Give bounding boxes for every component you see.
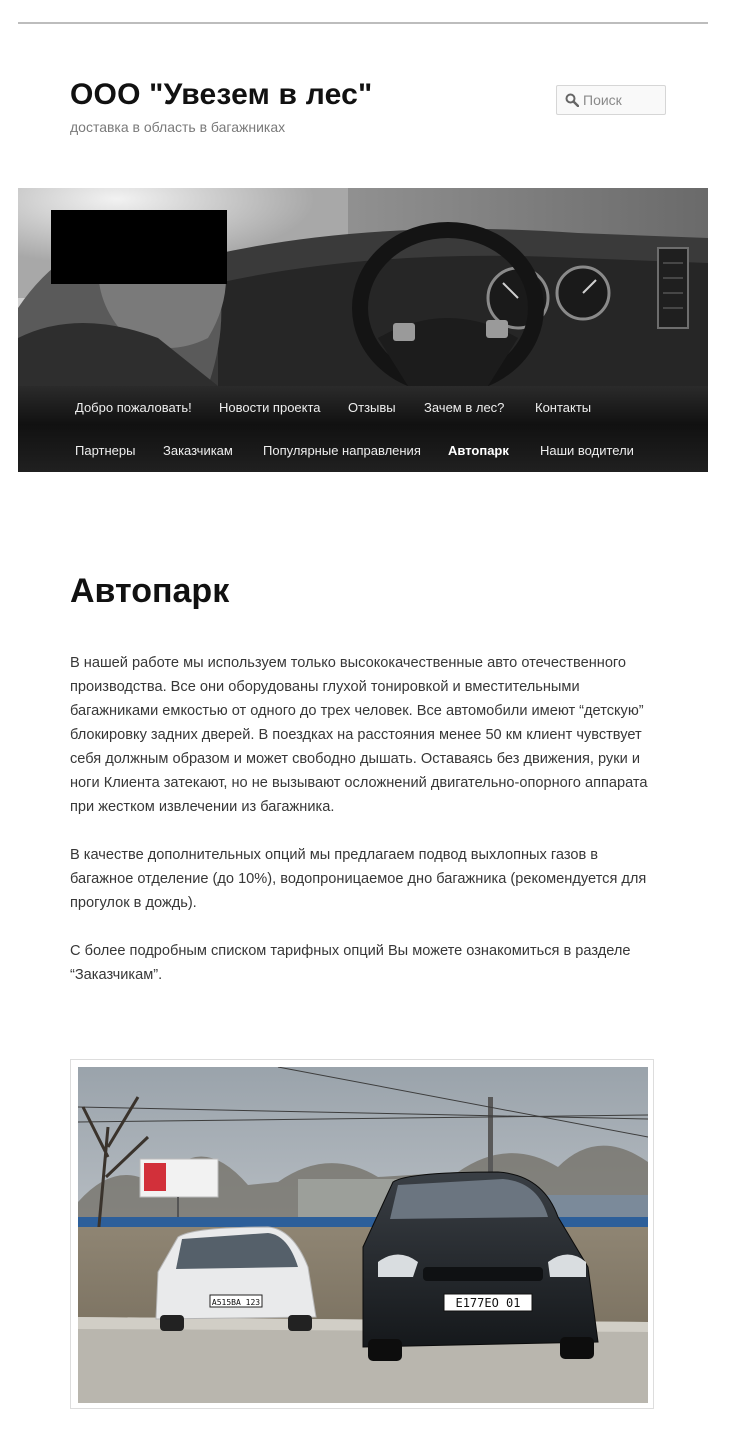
site-description: доставка в область в багажниках (70, 119, 286, 135)
paragraph-3: С более подробным списком тарифных опций Вы можете ознакомиться в разделе “Заказчикам”. (70, 943, 631, 983)
white-car-plate: А515ВА 123 (211, 1298, 261, 1307)
site-title[interactable]: ООО "Увезем в лес" (70, 78, 373, 111)
nav-item-news[interactable]: Новости проекта (219, 400, 321, 415)
nav-item-fleet[interactable]: Автопарк (448, 443, 509, 458)
nav-item-partners[interactable]: Партнеры (75, 443, 136, 458)
dark-car-plate: Е177ЕО 01 (455, 1296, 521, 1310)
paragraph-1: В нашей работе мы используем только высококачественные авто отечественного производства. Все они оборудованы глухой тонировкой и вместительными багажниками емкостью от одного до трех человек. Все автомобили имеют “детскую” блокировку задних дверей. В поездках на расстояния менее 50 км клиент чувствует себя должным образом и может свободно дышать. Оставаясь без движения, руки и ноги Клиента затекают, но не вызывают осложнений двигательно-опорного аппарата при жестком извлечении из багажника. (70, 655, 648, 815)
paragraph-2: В качестве дополнительных опций мы предлагаем подвод выхлопных газов в багажное отделение (до 10%), водопроницаемое дно багажника (рекомендуется для прогулок в дождь). (70, 847, 647, 911)
nav-item-reviews[interactable]: Отзывы (348, 400, 396, 415)
fleet-photo-frame (70, 1059, 654, 1409)
censor-bar (51, 210, 227, 284)
header-image (18, 188, 708, 386)
nav-item-popular-routes[interactable]: Популярные направления (263, 443, 421, 458)
top-divider (18, 22, 708, 24)
nav-item-contacts[interactable]: Контакты (535, 400, 592, 415)
search-box[interactable] (556, 85, 666, 115)
search-icon (565, 93, 579, 107)
nav-item-our-drivers[interactable]: Наши водители (540, 443, 634, 458)
nav-item-why-forest[interactable]: Зачем в лес? (424, 400, 505, 415)
search-input[interactable] (583, 90, 663, 110)
page-title: Автопарк (70, 572, 230, 610)
main-navigation (18, 386, 708, 472)
fleet-photo (78, 1067, 648, 1403)
nav-item-welcome[interactable]: Добро пожаловать! (75, 400, 192, 415)
nav-item-customers[interactable]: Заказчикам (163, 443, 233, 458)
